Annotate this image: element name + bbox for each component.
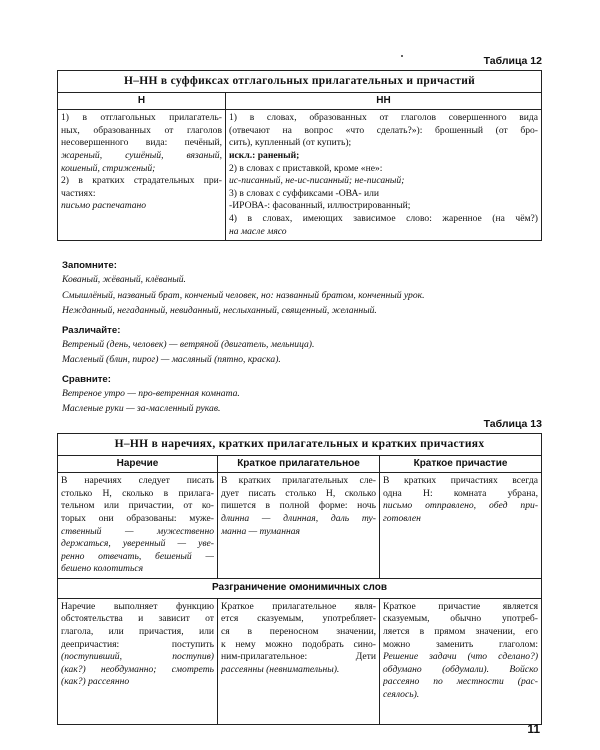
line: можно заменить глаголом: [383,638,539,650]
remember-heading: Запомните: [62,260,117,271]
compare-line: Ветреное утро — про-ветренная комната. [62,387,240,399]
line: ним-прилагательное: Дети [221,651,376,663]
line: обстоятельства и зависит от [61,613,214,625]
line: пишется в полной форме: ночь [221,500,376,512]
line: частиях: [61,187,96,199]
line: В наречиях следует писать [61,475,214,487]
notes-block [62,254,542,417]
line: сить), купленный (от купить); [229,137,352,149]
line: бешено колотиться [61,563,144,575]
line: Краткое прилагательное явля- [221,600,376,612]
line: деепричастия: поступить [61,638,214,650]
line: В кратких причастиях всегда [383,475,539,487]
line: (поступивший, поступив) [61,651,214,663]
line: ренно отвечать, бешеный — [61,550,214,562]
table12-right-cell [226,110,542,241]
line: рассеянны (невнимательны). [221,663,340,675]
line: дует писать столько Н, сколько [221,487,376,499]
line: письмо распечатано [61,200,147,212]
line: длинна — длинная, даль ту- [221,512,376,524]
short-participle-distinction-cell [380,598,542,724]
line: ляется в прямом значении, его [383,625,539,637]
line: ся в переносном значении, [221,625,376,637]
distinguish-line: Масленый (блин, пирог) — масляный (пятно, краска). [62,354,281,365]
ink-speck [401,55,403,57]
line: обдумано (обдумали). Войско [383,663,539,675]
line: ис-писанный, не-ис-писанный; не-писаный; [229,175,405,187]
table12-title: Н–НН в суффиксах отглагольных прилагательных и причастий [58,71,542,93]
line: на масле мясо [229,225,287,237]
table12-left-cell [58,110,226,241]
line: рассеяно по местности (рас- [383,676,539,688]
adverb-rule-cell [58,473,218,579]
remember-line: Нежданный, негаданный, невиданный, неслыханный, священный, желанный. [62,305,377,316]
table12-col-n: Н [58,92,226,110]
line: столько Н, сколько в прилага- [61,487,214,499]
short-adjective-distinction-cell [218,598,380,724]
line: тельном или причастии, от ко- [61,500,214,512]
table13-title: Н–НН в наречиях, кратких прилагательных и кратких причастиях [58,434,542,456]
line: кошеный, стриженый; [61,162,156,174]
line: Краткое причастие является [383,600,539,612]
line: 3) в словах с суффиксами -ОВА- или [229,187,380,199]
table13-subtitle: Разграничение омонимичных слов [58,579,542,599]
compare-line: Масленые руки — за-масленный рукав. [62,403,221,414]
line: ется сказуемым, употребляет- [221,613,376,625]
line: В кратких прилагательных сле- [221,475,376,487]
line: -ИРОВА-: фасованный, иллюстрированный; [229,200,411,212]
table13 [57,433,542,725]
line: сеялось). [383,688,420,700]
line: Наречие выполняет функцию [61,600,214,612]
line: 4) в словах, имеющих зависимое слово: жаренное (на чём?) [229,212,539,224]
line: искл.: раненый; [229,149,300,161]
table12-col-nn: НН [226,92,542,110]
line: (как?) необдуманно; смотреть [61,663,214,675]
line: Решение задачи (что сделано?) [383,651,539,663]
line: держаться, уверенный — уве- [61,538,214,550]
table13-header-short-participle: Краткое причастие [380,455,542,473]
short-adjective-rule-cell [218,473,380,579]
line: жареный, сушёный, вязаный, [61,149,222,161]
line: 1) в словах, образованных от глаголов совершенного вида [229,112,539,124]
line: сказуемым, обычно употреб- [383,613,539,625]
line: 2) в словах с приставкой, кроме «не»: [229,162,383,174]
line: глагола, или причастия, или [61,625,214,637]
table12 [57,70,542,241]
line: ственный — мужественно [61,525,214,537]
remember-line: Смышлёный, названый брат, конченый человек, но: названный братом, конченный урок. [62,289,425,301]
short-participle-rule-cell [380,473,542,579]
line: ных, образованных от глаголов [61,124,222,136]
page-number: 11 [527,722,540,736]
line: к нему можно подобрать сино- [221,638,376,650]
line: торых они образованы: муже- [61,512,214,524]
line: 1) в отглагольных прилагатель- [61,112,222,124]
line: одна Н: комната убрана, [383,487,539,499]
table13-header-adverb: Наречие [58,455,218,473]
distinguish-heading: Различайте: [62,324,121,336]
remember-line: Кованый, жёваный, клёваный. [62,274,186,285]
table12-caption: Таблица 12 [483,55,542,67]
table13-caption: Таблица 13 [483,418,542,430]
adverb-distinction-cell [58,598,218,724]
line: письмо отправлено, обед при- [383,500,539,512]
table13-header-short-adjective: Краткое прилагательное [218,455,380,473]
distinguish-line: Ветреный (день, человек) — ветряной (двигатель, мельница). [62,338,315,350]
line: несовершенного вида: печёный, [61,137,222,149]
compare-heading: Сравните: [62,373,111,385]
line: 2) в кратких страдательных при- [61,175,222,187]
line: манна — туманная [221,525,300,537]
line: (отвечают на вопрос «что сделать?»): брошенный (от бро- [229,124,539,136]
line: готовлен [383,512,421,524]
line: (как?) рассеянно [61,676,130,688]
